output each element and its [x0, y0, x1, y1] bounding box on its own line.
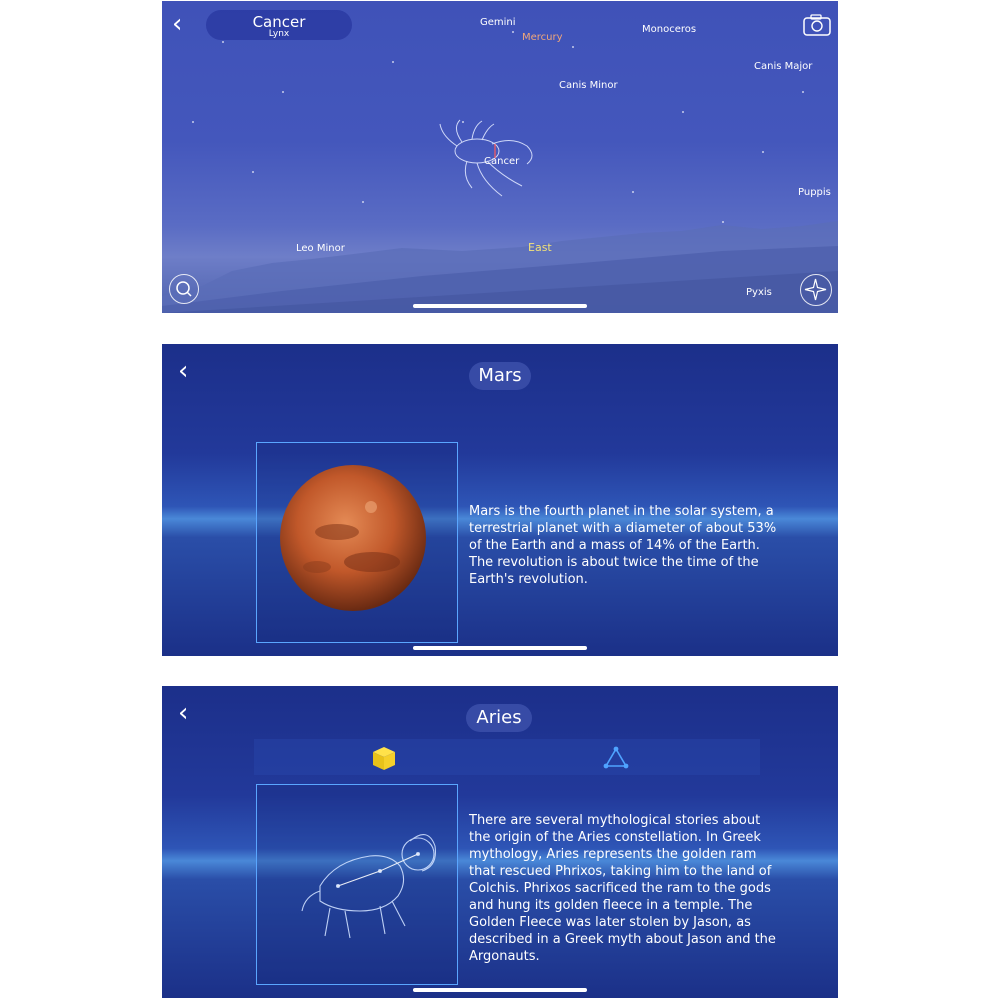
- back-button[interactable]: ‹: [172, 9, 183, 39]
- description-line: Earth's revolution.: [469, 572, 588, 587]
- description-line: terrestrial planet with a diameter of about 53%: [469, 521, 777, 536]
- label-canis-minor[interactable]: Canis Minor: [559, 80, 618, 91]
- description-line: The revolution is about twice the time of the: [469, 555, 759, 570]
- search-subtitle: Lynx: [268, 29, 290, 39]
- back-button[interactable]: ‹: [178, 356, 189, 386]
- label-east: East: [528, 241, 552, 254]
- compass-button[interactable]: [800, 274, 832, 306]
- mars-planet-image: [277, 462, 429, 614]
- home-indicator[interactable]: [413, 646, 587, 650]
- camera-button[interactable]: [802, 13, 832, 37]
- search-title: Cancer: [252, 13, 306, 31]
- description-line: Mars is the fourth planet in the solar system, a: [469, 504, 774, 519]
- search-icon: [170, 275, 197, 302]
- label-pyxis[interactable]: Pyxis: [746, 287, 772, 298]
- description-line: and hung its golden fleece in a temple. The: [469, 898, 753, 913]
- compass-star-icon: [801, 275, 830, 304]
- description-line: of the Earth and a mass of 14% of the Earth.: [469, 538, 760, 553]
- triangle-network-icon: [602, 744, 630, 772]
- description-line: There are several mythological stories about: [469, 813, 761, 828]
- sky-view-screen: [162, 1, 838, 313]
- label-gemini[interactable]: Gemini: [480, 17, 516, 28]
- description-line: Colchis. Phrixos sacrificed the ram to the gods: [469, 881, 771, 896]
- label-cancer[interactable]: Cancer: [484, 156, 520, 167]
- constellation-detail-screen: [162, 686, 838, 998]
- page-title: Aries: [466, 704, 532, 732]
- description-line: Golden Fleece was later stolen by Jason, as: [469, 915, 751, 930]
- tab-3d-model[interactable]: [370, 744, 398, 772]
- description-line: Argonauts.: [469, 949, 540, 964]
- cube-icon: [370, 744, 398, 772]
- page-title: Mars: [469, 362, 531, 390]
- planet-detail-screen: [162, 344, 838, 656]
- description-line: described in a Greek myth about Jason and the: [469, 932, 776, 947]
- tab-constellation-lines[interactable]: [602, 744, 630, 772]
- label-puppis[interactable]: Puppis: [798, 187, 831, 198]
- constellation-description: [469, 812, 809, 965]
- search-pill[interactable]: [206, 10, 352, 40]
- planet-description: [469, 503, 799, 588]
- search-button[interactable]: [169, 274, 199, 304]
- label-monoceros[interactable]: Monoceros: [642, 24, 697, 35]
- description-line: the origin of the Aries constellation. In Greek: [469, 830, 761, 845]
- home-indicator[interactable]: [413, 988, 587, 992]
- description-line: mythology, Aries represents the golden ram: [469, 847, 757, 862]
- back-button[interactable]: ‹: [178, 698, 189, 728]
- description-line: that rescued Phrixos, taking him to the land of: [469, 864, 772, 879]
- label-mercury[interactable]: Mercury: [522, 32, 563, 43]
- view-tab-bar: [254, 739, 760, 775]
- label-leo-minor[interactable]: Leo Minor: [296, 243, 345, 254]
- label-canis-major[interactable]: Canis Major: [754, 61, 813, 72]
- home-indicator[interactable]: [413, 304, 587, 308]
- camera-icon: [802, 13, 832, 37]
- aries-constellation-art: [290, 816, 440, 946]
